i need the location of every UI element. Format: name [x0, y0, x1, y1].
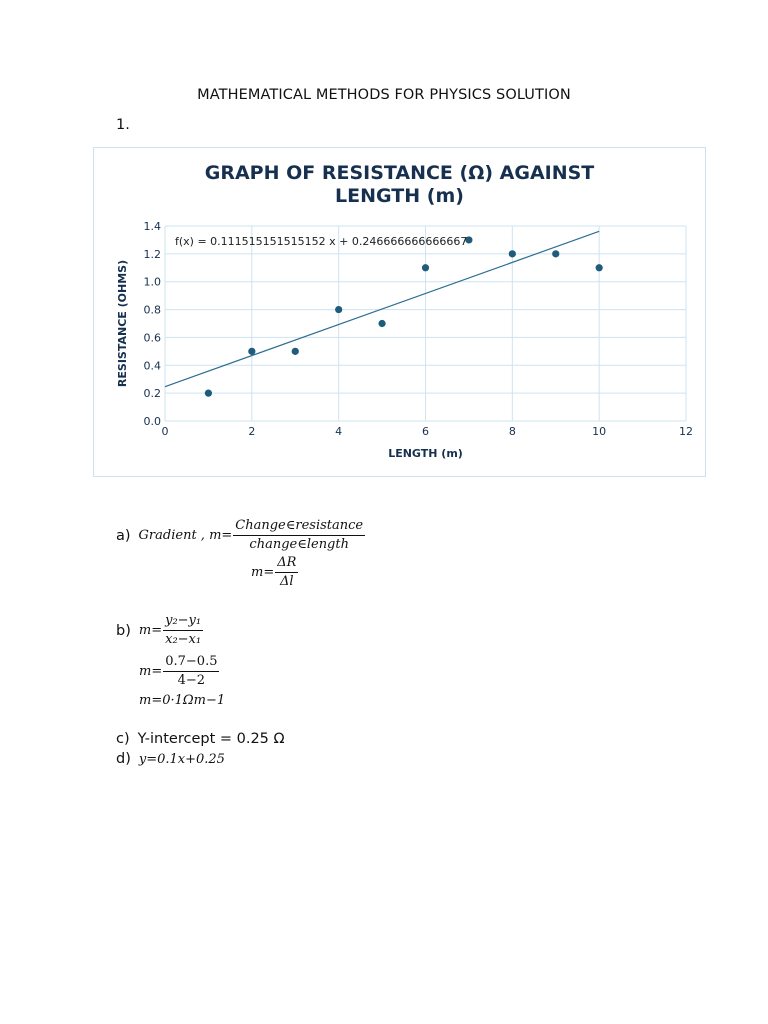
answer-d-line: [116, 751, 225, 767]
answer-c-label: c): [116, 731, 130, 747]
answer-b-l2-numerator: 0.7−0.5: [163, 654, 219, 672]
x-tick-label: 0: [161, 425, 169, 438]
document-title: MATHEMATICAL METHODS FOR PHYSICS SOLUTION: [197, 87, 571, 103]
y-tick-label: 1.4: [143, 220, 161, 233]
answer-a-fraction: [233, 518, 365, 553]
x-tick-label: 12: [679, 425, 693, 438]
x-tick-label: 8: [508, 425, 516, 438]
answer-d-label: d): [116, 751, 131, 767]
x-tick-label: 10: [592, 425, 607, 438]
y-tick-label: 0.2: [143, 387, 161, 401]
answer-b-line1: [116, 613, 204, 648]
data-point: [422, 264, 429, 271]
data-point: [335, 306, 342, 313]
data-point: [248, 348, 255, 355]
y-tick-label: 0.0: [143, 415, 161, 428]
trendline: [165, 231, 599, 386]
data-point: [509, 250, 516, 257]
answer-a-denominator: change∈length: [249, 537, 349, 552]
y-tick-label: 1.2: [143, 247, 161, 261]
answer-b-l2-denominator: 4−2: [177, 673, 206, 688]
x-tick-label: 4: [335, 425, 343, 438]
answer-b-l3-exponent: −1: [206, 693, 226, 708]
answer-b-l1-fraction: [163, 613, 203, 648]
answer-a-numerator: Change∈resistance: [233, 518, 365, 536]
y-axis-label: RESISTANCE (OHMS): [116, 259, 129, 388]
trendline-equation: f(x) = 0.111515151515152 x + 0.246666666666667: [175, 235, 468, 248]
answer-c-text: Y-intercept = 0.25 Ω: [137, 731, 285, 747]
answer-b-l2-lhs: m=: [139, 664, 163, 679]
answer-a-line2-denominator: Δl: [280, 574, 294, 589]
y-tick-label: 1.0: [143, 275, 161, 289]
answer-c-line: [116, 731, 285, 747]
answer-a-line2-fraction: [275, 555, 298, 590]
y-tick-label: 0.4: [143, 359, 161, 373]
question-number: 1.: [116, 117, 130, 133]
answer-d-text: y=0.1x+0.25: [138, 751, 225, 767]
answer-a-line2-numerator: ΔR: [275, 555, 298, 573]
x-tick-label: 6: [422, 425, 429, 438]
answer-b-l1-numerator: y₂−y₁: [163, 613, 203, 631]
answer-b-l2-fraction: [163, 654, 219, 689]
answer-b-line2: [139, 654, 220, 689]
data-point: [596, 264, 603, 271]
answer-a-label: a): [116, 527, 131, 544]
answer-a-lhs: Gradient , m=: [138, 528, 233, 543]
x-tick-label: 2: [248, 425, 256, 438]
chart-title-line1: GRAPH OF RESISTANCE (Ω) AGAINST: [204, 162, 595, 184]
y-tick-label: 0.8: [143, 303, 161, 317]
x-axis-label: LENGTH (m): [388, 447, 463, 460]
answer-a-line2: [251, 555, 299, 590]
data-point: [378, 320, 385, 327]
answer-a-line2-lhs: m=: [251, 565, 275, 580]
data-point: [292, 348, 299, 355]
data-point: [552, 250, 559, 257]
answer-b-l1-denominator: x₂−x₁: [165, 632, 202, 647]
answer-a-line1: [116, 518, 366, 553]
answer-b-l3: m=0·1Ωm: [139, 693, 206, 708]
answer-b-label: b): [116, 622, 131, 639]
y-tick-label: 0.6: [143, 331, 161, 345]
answer-b-l1-lhs: m=: [138, 623, 163, 638]
chart-title-line2: LENGTH (m): [335, 185, 464, 207]
answer-b-line3: [139, 693, 225, 708]
data-point: [205, 390, 212, 397]
